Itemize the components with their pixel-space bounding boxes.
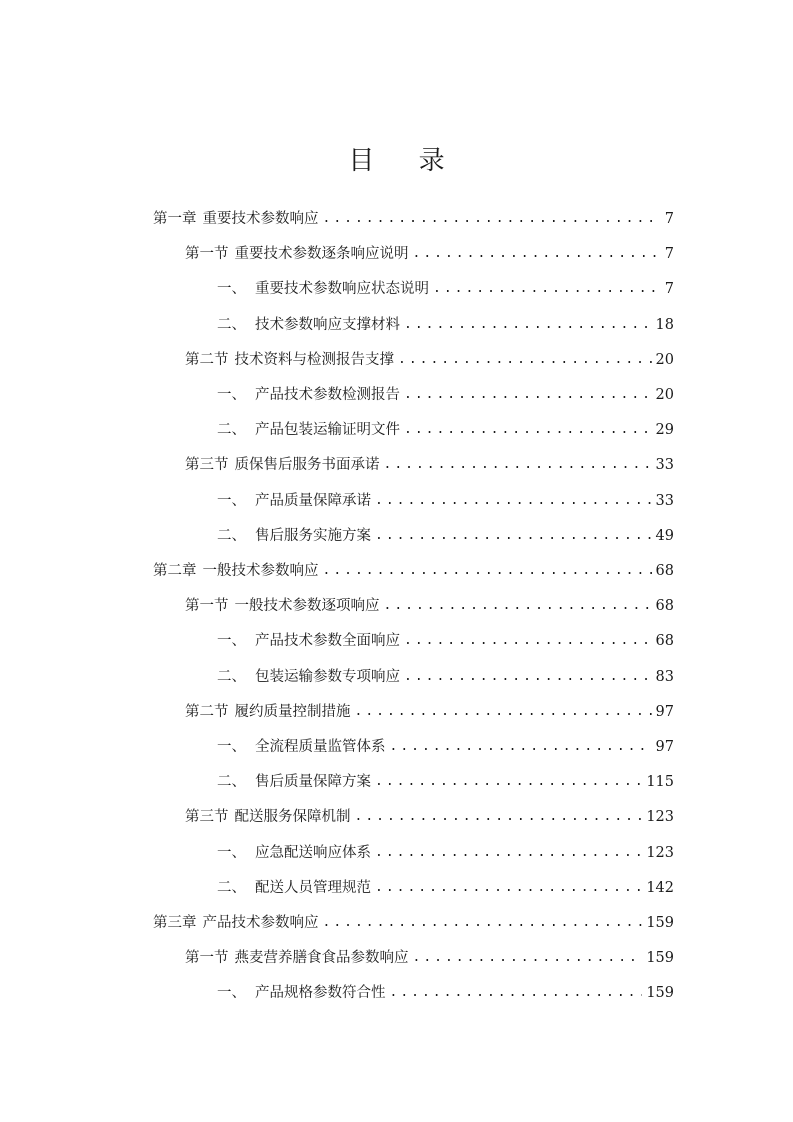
toc-dot-leader bbox=[375, 527, 652, 545]
toc-entry-item[interactable] bbox=[217, 767, 674, 791]
toc-entry-title: 重要技术参数逐条响应说明 bbox=[234, 246, 409, 263]
toc-entry-page-number: 7 bbox=[664, 281, 674, 298]
toc-entry-title: 履约质量控制措施 bbox=[234, 703, 351, 720]
toc-entry-title: 一般技术参数响应 bbox=[202, 563, 319, 579]
toc-entry-title: 产品规格参数符合性 bbox=[255, 985, 386, 1002]
toc-entry-page-number: 123 bbox=[646, 844, 674, 861]
toc-entry-page-number: 7 bbox=[664, 211, 674, 227]
toc-entry-item[interactable] bbox=[217, 380, 674, 404]
toc-dot-leader bbox=[384, 597, 652, 615]
toc-entry-page-number: 115 bbox=[646, 774, 674, 791]
toc-entry-title: 质保售后服务书面承诺 bbox=[234, 457, 380, 474]
toc-entry-item[interactable] bbox=[217, 838, 674, 862]
toc-dot-leader bbox=[404, 316, 652, 334]
toc-entry-page-number: 20 bbox=[655, 351, 674, 368]
toc-entry-title: 一般技术参数逐项响应 bbox=[234, 598, 380, 615]
toc-entry-page-number: 97 bbox=[655, 739, 674, 755]
toc-entry-chapter[interactable] bbox=[153, 556, 674, 580]
toc-entry-page-number: 49 bbox=[655, 527, 674, 544]
toc-dot-leader bbox=[375, 492, 652, 510]
toc-entry-prefix: 第一节 bbox=[185, 246, 229, 263]
toc-dot-leader bbox=[404, 632, 652, 650]
toc-dot-leader bbox=[375, 844, 642, 862]
toc-entry-title: 技术资料与检测报告支撑 bbox=[234, 351, 394, 368]
toc-entry-page-number: 142 bbox=[646, 879, 674, 896]
toc-entry-title: 应急配送响应体系 bbox=[255, 844, 371, 861]
toc-entry-title: 全流程质量监管体系 bbox=[255, 739, 386, 755]
toc-entry-section[interactable] bbox=[185, 802, 674, 826]
toc-dot-leader bbox=[323, 562, 652, 580]
toc-entry-item[interactable] bbox=[217, 415, 674, 439]
toc-entry-title: 产品技术参数响应 bbox=[202, 915, 319, 931]
toc-entry-page-number: 20 bbox=[655, 387, 674, 403]
toc-entry-section[interactable] bbox=[185, 591, 674, 615]
toc-entry-prefix: 第二章 bbox=[153, 563, 197, 579]
toc-dot-leader bbox=[355, 703, 652, 721]
toc-dot-leader bbox=[404, 421, 652, 439]
toc-dot-leader bbox=[323, 914, 643, 932]
toc-entry-title: 包装运输参数专项响应 bbox=[255, 668, 400, 685]
toc-entry-title: 重要技术参数响应状态说明 bbox=[255, 281, 429, 298]
toc-entry-page-number: 97 bbox=[655, 703, 674, 720]
toc-dot-leader bbox=[404, 386, 652, 404]
toc-dot-leader bbox=[390, 738, 652, 756]
toc-entry-chapter[interactable] bbox=[153, 908, 674, 932]
toc-dot-leader bbox=[375, 879, 642, 897]
toc-entry-prefix: 一、 bbox=[217, 281, 246, 298]
toc-entry-section[interactable] bbox=[185, 943, 674, 967]
toc-entry-item[interactable] bbox=[217, 978, 674, 1002]
toc-entry-prefix: 第三节 bbox=[185, 809, 229, 826]
toc-entry-title: 配送服务保障机制 bbox=[234, 809, 351, 826]
toc-dot-leader bbox=[323, 210, 657, 228]
toc-entry-page-number: 159 bbox=[646, 950, 674, 967]
toc-entry-page-number: 7 bbox=[664, 246, 674, 263]
toc-entry-section[interactable] bbox=[185, 239, 674, 263]
toc-entry-section[interactable] bbox=[185, 697, 674, 721]
toc-entry-prefix: 一、 bbox=[217, 387, 246, 403]
toc-dot-leader bbox=[413, 949, 643, 967]
toc-entry-prefix: 第一节 bbox=[185, 598, 229, 615]
toc-entry-title: 产品技术参数检测报告 bbox=[255, 387, 400, 403]
toc-entry-prefix: 第一章 bbox=[153, 211, 197, 227]
toc-entry-page-number: 123 bbox=[646, 809, 674, 826]
toc-entry-prefix: 一、 bbox=[217, 844, 246, 861]
toc-entry-prefix: 第二节 bbox=[185, 703, 229, 720]
toc-entry-section[interactable] bbox=[185, 345, 674, 369]
toc-dot-leader bbox=[390, 984, 643, 1002]
toc-entry-prefix: 一、 bbox=[217, 633, 246, 650]
toc-dot-leader bbox=[355, 808, 643, 826]
toc-entry-title: 配送人员管理规范 bbox=[255, 879, 371, 896]
toc-dot-leader bbox=[384, 456, 652, 474]
toc-entry-item[interactable] bbox=[217, 521, 674, 545]
toc-entry-prefix: 一、 bbox=[217, 739, 246, 755]
toc-entry-page-number: 159 bbox=[646, 915, 674, 931]
toc-entry-prefix: 二、 bbox=[217, 316, 246, 333]
toc-entry-page-number: 68 bbox=[655, 633, 674, 650]
toc-entry-title: 售后服务实施方案 bbox=[255, 527, 371, 544]
page-title: 目 录 bbox=[348, 146, 463, 176]
toc-dot-leader bbox=[398, 351, 652, 369]
toc-entry-item[interactable] bbox=[217, 626, 674, 650]
toc-entry-chapter[interactable] bbox=[153, 204, 674, 228]
toc-entry-page-number: 68 bbox=[655, 598, 674, 615]
toc-dot-leader bbox=[404, 668, 652, 686]
toc-entry-prefix: 二、 bbox=[217, 774, 246, 791]
toc-entry-prefix: 第一节 bbox=[185, 950, 229, 967]
toc-entry-page-number: 18 bbox=[655, 316, 674, 333]
toc-entry-prefix: 二、 bbox=[217, 879, 246, 896]
toc-entry-prefix: 第三节 bbox=[185, 457, 229, 474]
toc-entry-title: 重要技术参数响应 bbox=[202, 211, 319, 227]
toc-entry-title: 产品包装运输证明文件 bbox=[255, 422, 400, 439]
toc-entry-title: 售后质量保障方案 bbox=[255, 774, 371, 791]
toc-entry-item[interactable] bbox=[217, 486, 674, 510]
toc-entry-prefix: 二、 bbox=[217, 527, 246, 544]
toc-dot-leader bbox=[375, 773, 642, 791]
toc-entry-item[interactable] bbox=[217, 662, 674, 686]
toc-entry-title: 技术参数响应支撑材料 bbox=[255, 316, 400, 333]
toc-entry-item[interactable] bbox=[217, 732, 674, 756]
toc-entry-page-number: 159 bbox=[646, 985, 674, 1002]
toc-entry-prefix: 二、 bbox=[217, 422, 246, 439]
toc-dot-leader bbox=[413, 245, 657, 263]
toc-entry-title: 产品技术参数全面响应 bbox=[255, 633, 400, 650]
toc-entry-prefix: 一、 bbox=[217, 492, 246, 509]
toc-entry-item[interactable] bbox=[217, 274, 674, 298]
toc-entry-page-number: 29 bbox=[655, 422, 674, 439]
toc-entry-title: 产品质量保障承诺 bbox=[255, 492, 371, 509]
toc-entry-title: 燕麦营养膳食食品参数响应 bbox=[234, 950, 409, 967]
toc-entry-prefix: 一、 bbox=[217, 985, 246, 1002]
toc-entry-page-number: 33 bbox=[655, 457, 674, 474]
toc-entry-item[interactable] bbox=[217, 873, 674, 897]
toc-entry-item[interactable] bbox=[217, 310, 674, 334]
toc-entry-section[interactable] bbox=[185, 450, 674, 474]
toc-dot-leader bbox=[433, 280, 656, 298]
toc-entry-page-number: 83 bbox=[655, 668, 674, 685]
toc-entry-prefix: 第二节 bbox=[185, 351, 229, 368]
toc-entry-page-number: 68 bbox=[655, 563, 674, 579]
toc-entry-prefix: 第三章 bbox=[153, 915, 197, 931]
toc-entry-page-number: 33 bbox=[655, 492, 674, 509]
toc-entry-prefix: 二、 bbox=[217, 668, 246, 685]
